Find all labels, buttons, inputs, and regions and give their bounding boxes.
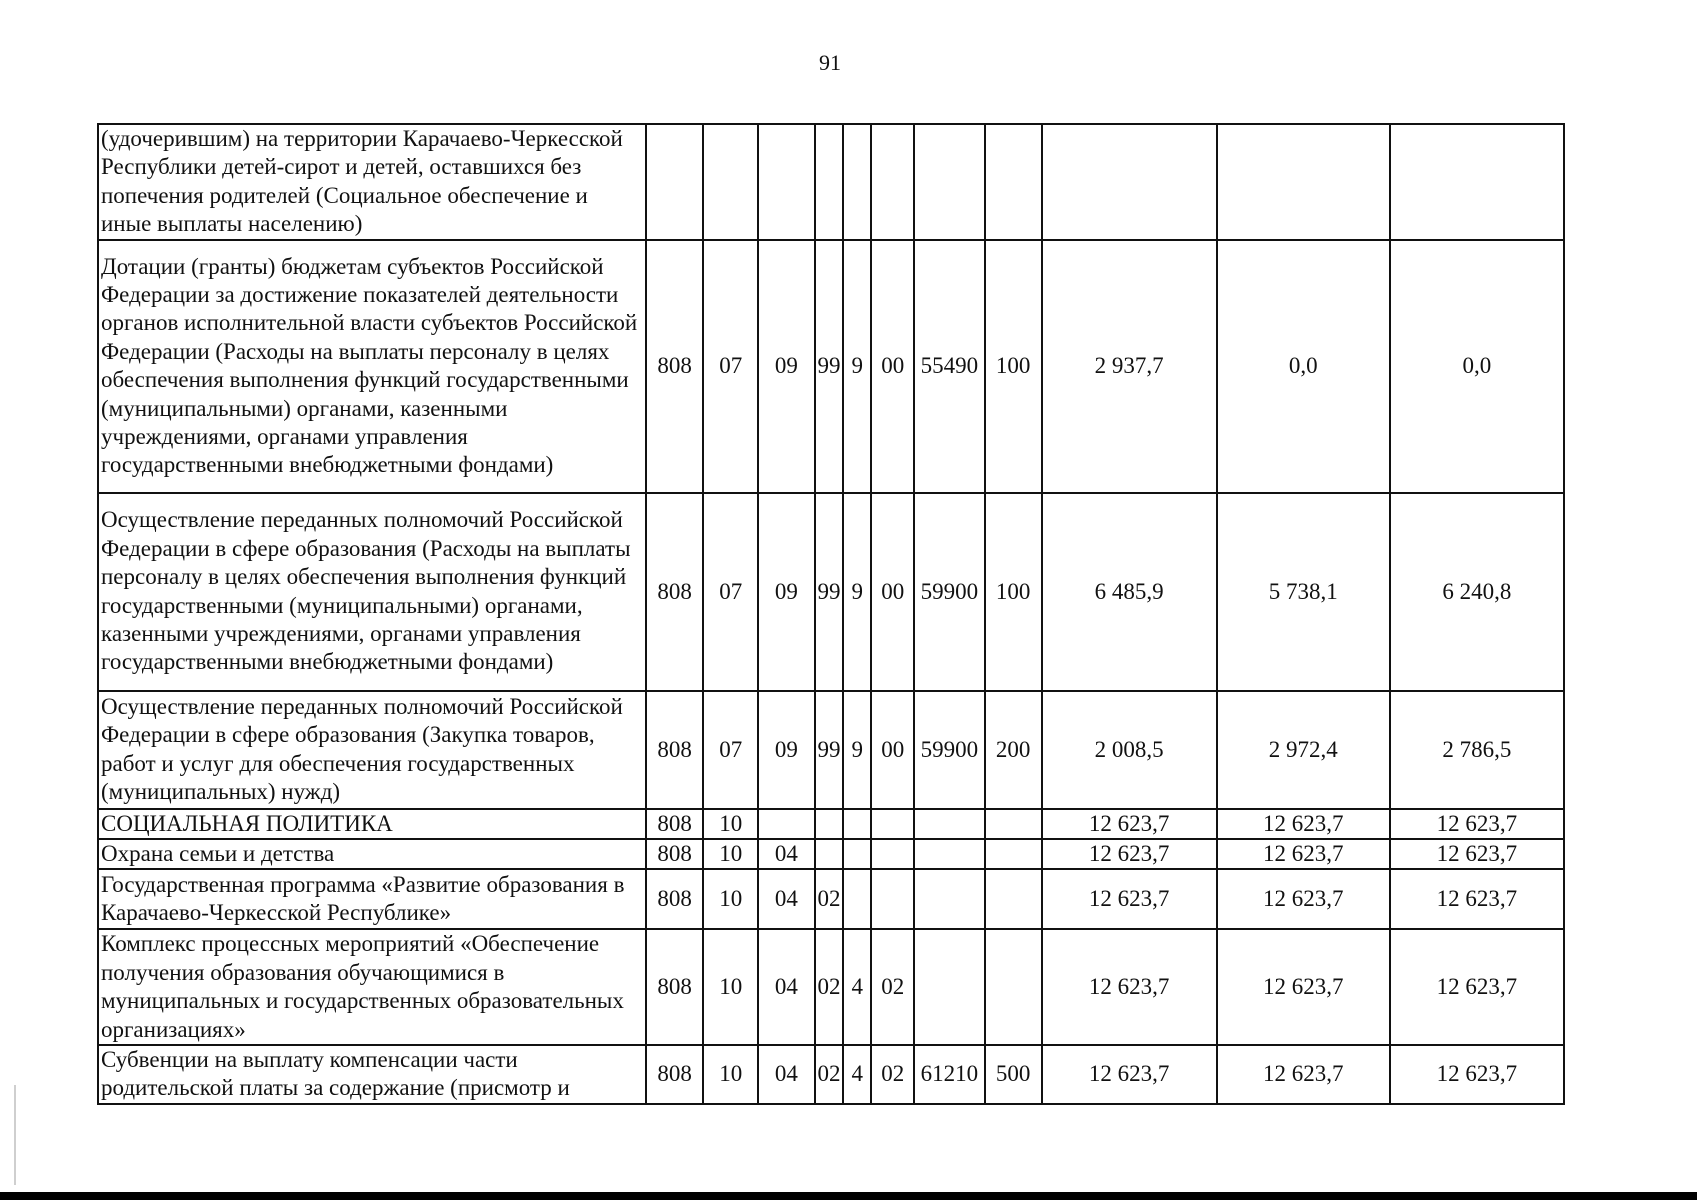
table-row [98,869,1564,929]
expense-type-code: 100 [985,240,1042,493]
amount-year-1: 12 623,7 [1042,809,1217,839]
program-code: 99 [815,691,843,809]
program-type-code: 9 [843,240,871,493]
section-code: 07 [703,240,758,493]
subprogram-code [871,839,914,869]
table-row [98,493,1564,691]
amount-year-3: 12 623,7 [1390,809,1564,839]
amount-year-3: 0,0 [1390,240,1564,493]
subprogram-code: 00 [871,691,914,809]
ministry-code: 808 [646,691,704,809]
program-code: 02 [815,869,843,929]
table-row [98,1045,1564,1104]
direction-code [914,929,985,1045]
ministry-code: 808 [646,1045,704,1104]
ministry-code: 808 [646,869,704,929]
section-code: 10 [703,809,758,839]
amount-year-3: 12 623,7 [1390,929,1564,1045]
amount-year-2: 12 623,7 [1217,809,1390,839]
section-code [703,124,758,240]
scan-bottom-edge [0,1192,1697,1200]
subsection-code: 04 [758,839,815,869]
row-description: Дотации (гранты) бюджетам субъектов Российской Федерации за достижение показателей деятельности органов исполнительной власти субъектов Российской Федерации (Расходы на выплаты персоналу в целях обеспечения выполнения функций государственными (муниципальными) органами, казенными учреждениями, органами управления государственными внебюджетными фондами) [98,240,646,493]
program-type-code: 4 [843,929,871,1045]
expense-type-code [985,929,1042,1045]
amount-year-3: 2 786,5 [1390,691,1564,809]
subprogram-code: 00 [871,240,914,493]
program-type-code: 4 [843,1045,871,1104]
amount-year-2: 12 623,7 [1217,1045,1390,1104]
subsection-code: 04 [758,929,815,1045]
section-code: 10 [703,869,758,929]
amount-year-1: 12 623,7 [1042,869,1217,929]
program-type-code: 9 [843,493,871,691]
row-description: Государственная программа «Развитие образования в Карачаево-Черкесской Республике» [98,869,646,929]
subprogram-code: 02 [871,929,914,1045]
subprogram-code [871,869,914,929]
ministry-code: 808 [646,929,704,1045]
subsection-code: 04 [758,869,815,929]
table-row [98,809,1564,839]
table-row [98,124,1564,240]
section-code: 10 [703,839,758,869]
page-number: 91 [819,50,841,75]
ministry-code: 808 [646,493,704,691]
expense-type-code [985,124,1042,240]
program-code: 02 [815,929,843,1045]
amount-year-3: 12 623,7 [1390,839,1564,869]
amount-year-2: 12 623,7 [1217,839,1390,869]
amount-year-1: 12 623,7 [1042,839,1217,869]
amount-year-2: 5 738,1 [1217,493,1390,691]
amount-year-3: 12 623,7 [1390,1045,1564,1104]
amount-year-2: 12 623,7 [1217,869,1390,929]
expense-type-code [985,809,1042,839]
program-code [815,124,843,240]
subsection-code: 09 [758,691,815,809]
amount-year-1: 12 623,7 [1042,929,1217,1045]
ministry-code [646,124,704,240]
amount-year-1 [1042,124,1217,240]
amount-year-1: 2 008,5 [1042,691,1217,809]
row-description: Комплекс процессных мероприятий «Обеспечение получения образования обучающимися в муниципальных и государственных образовательных организациях» [98,929,646,1045]
program-code: 99 [815,240,843,493]
direction-code [914,839,985,869]
amount-year-2 [1217,124,1390,240]
expense-type-code: 100 [985,493,1042,691]
direction-code [914,809,985,839]
program-type-code [843,869,871,929]
section-code: 10 [703,929,758,1045]
direction-code [914,124,985,240]
subprogram-code [871,809,914,839]
table-row [98,839,1564,869]
row-description: СОЦИАЛЬНАЯ ПОЛИТИКА [98,809,646,839]
amount-year-1: 6 485,9 [1042,493,1217,691]
row-description: Осуществление переданных полномочий Российской Федерации в сфере образования (Закупка товаров, работ и услуг для обеспечения государственных (муниципальных) нужд) [98,691,646,809]
direction-code: 59900 [914,691,985,809]
amount-year-2: 0,0 [1217,240,1390,493]
ministry-code: 808 [646,839,704,869]
budget-table [97,123,1565,1105]
amount-year-1: 12 623,7 [1042,1045,1217,1104]
expense-type-code [985,869,1042,929]
subsection-code: 04 [758,1045,815,1104]
expense-type-code: 500 [985,1045,1042,1104]
amount-year-3: 12 623,7 [1390,869,1564,929]
table-row [98,691,1564,809]
direction-code: 59900 [914,493,985,691]
amount-year-2: 12 623,7 [1217,929,1390,1045]
section-code: 07 [703,691,758,809]
direction-code [914,869,985,929]
program-type-code: 9 [843,691,871,809]
subprogram-code [871,124,914,240]
direction-code: 55490 [914,240,985,493]
subprogram-code: 02 [871,1045,914,1104]
program-code [815,809,843,839]
row-description: Осуществление переданных полномочий Российской Федерации в сфере образования (Расходы на выплаты персоналу в целях обеспечения выполнения функций государственными (муниципальными) органами, казенными учреждениями, органами управления государственными внебюджетными фондами) [98,493,646,691]
section-code: 10 [703,1045,758,1104]
scan-margin-mark [14,1085,16,1185]
program-type-code [843,809,871,839]
program-code: 02 [815,1045,843,1104]
ministry-code: 808 [646,809,704,839]
subsection-code: 09 [758,240,815,493]
expense-type-code: 200 [985,691,1042,809]
table-row [98,240,1564,493]
section-code: 07 [703,493,758,691]
subsection-code [758,124,815,240]
row-description: Охрана семьи и детства [98,839,646,869]
amount-year-2: 2 972,4 [1217,691,1390,809]
amount-year-1: 2 937,7 [1042,240,1217,493]
program-type-code [843,839,871,869]
table-row [98,929,1564,1045]
program-type-code [843,124,871,240]
program-code [815,839,843,869]
amount-year-3: 6 240,8 [1390,493,1564,691]
program-code: 99 [815,493,843,691]
row-description: (удочерившим) на территории Карачаево-Черкесской Республики детей-сирот и детей, оставшихся без попечения родителей (Социальное обеспечение и иные выплаты населению) [98,124,646,240]
row-description: Субвенции на выплату компенсации части родительской платы за содержание (присмотр и [98,1045,646,1104]
ministry-code: 808 [646,240,704,493]
amount-year-3 [1390,124,1564,240]
subprogram-code: 00 [871,493,914,691]
expense-type-code [985,839,1042,869]
subsection-code [758,809,815,839]
subsection-code: 09 [758,493,815,691]
direction-code: 61210 [914,1045,985,1104]
